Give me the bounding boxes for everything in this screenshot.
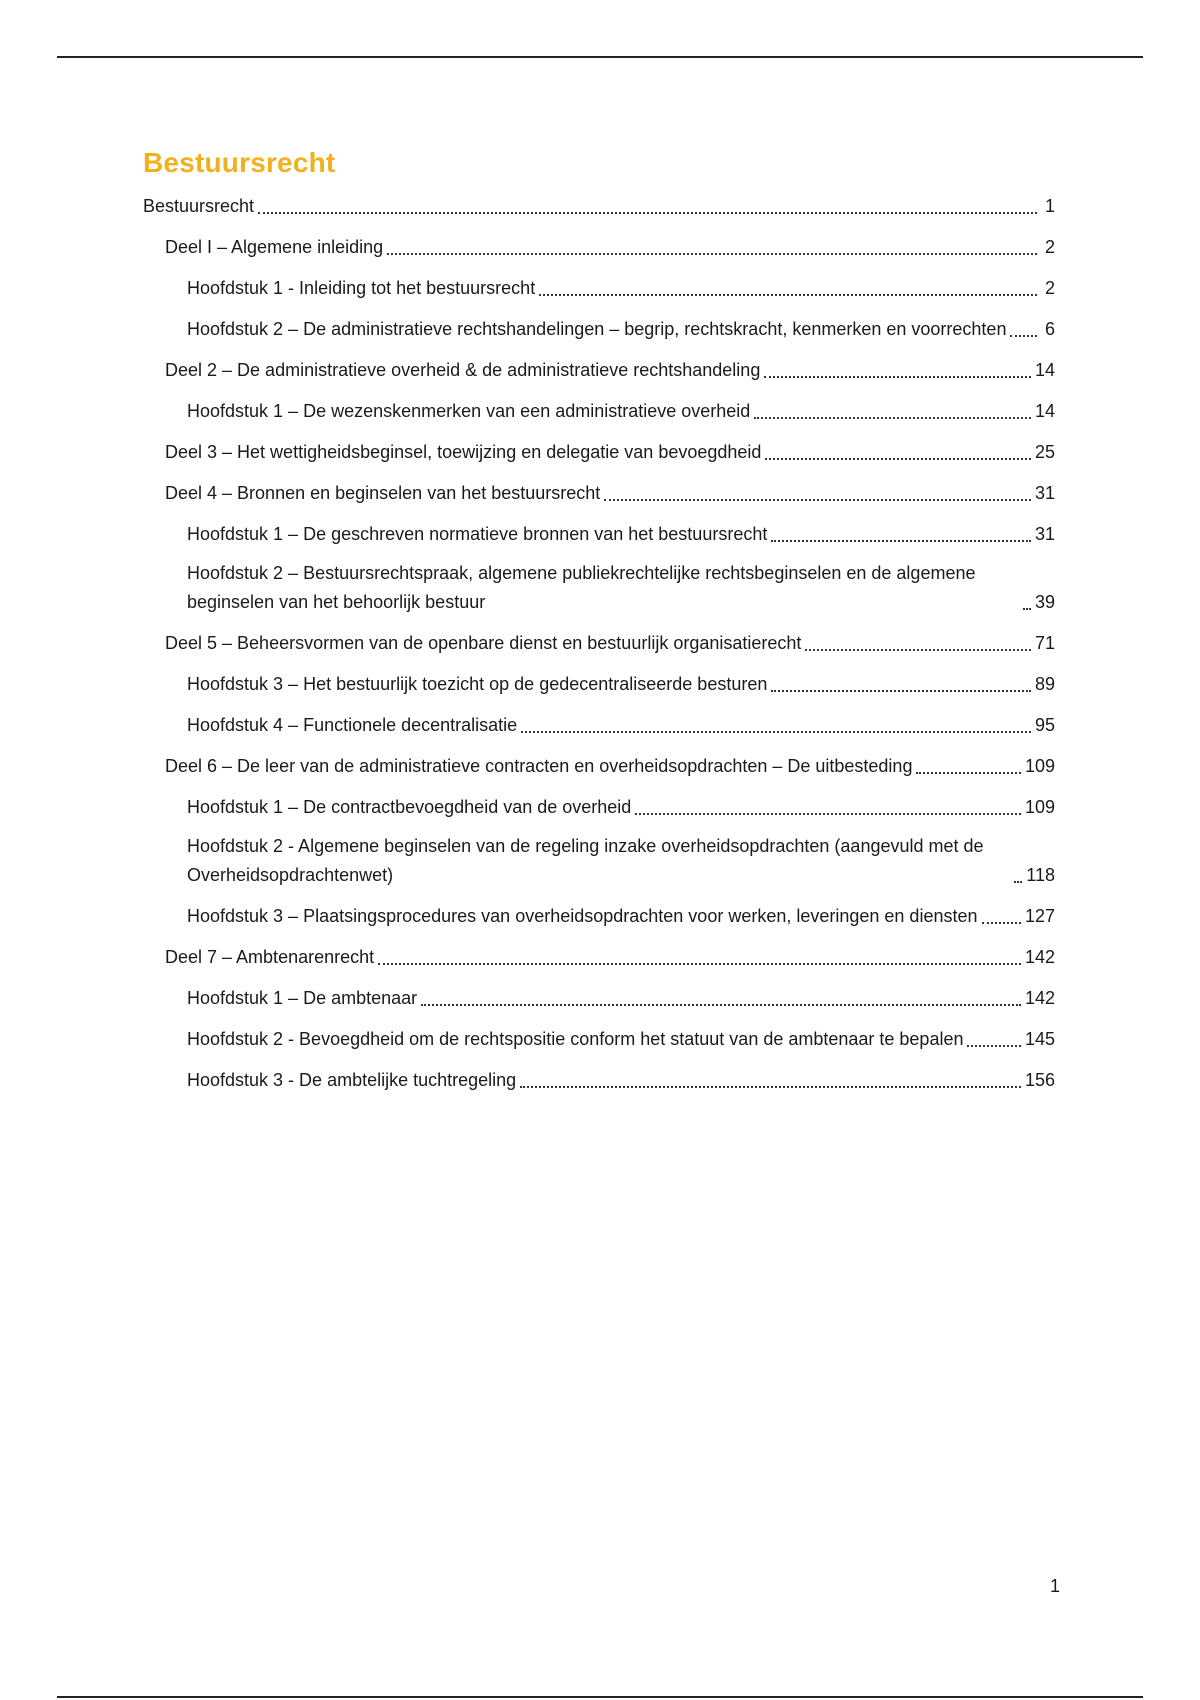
dot-leader [520,1057,1021,1088]
dot-leader [754,388,1031,419]
toc-entry-page: 25 [1034,442,1055,462]
toc-entry-page: 95 [1034,715,1055,735]
toc-entry-page: 109 [1024,756,1055,776]
toc-entry-label: Hoofdstuk 1 – De wezenskenmerken van een administratieve overheid [187,401,751,421]
toc-entry-label: Hoofdstuk 2 - Algemene beginselen van de regeling inzake overheidsopdrachten (aangevuld met de Overheidsopdrachtenwet) [187,836,984,885]
toc-entry-label: Deel 4 – Bronnen en beginselen van het bestuursrecht [165,483,601,503]
dot-leader [764,347,1031,378]
toc-entry[interactable] [143,750,1055,781]
toc-entry-page: 142 [1024,988,1055,1008]
toc-entry[interactable] [143,832,1055,890]
toc-entry[interactable] [143,982,1055,1013]
toc-entry-page: 14 [1034,360,1055,380]
toc-entry[interactable] [143,941,1055,972]
toc-entry-label: Hoofdstuk 1 - Inleiding tot het bestuursrecht [187,278,536,298]
toc-entry[interactable] [143,1023,1055,1054]
dot-leader [771,511,1031,542]
page-number: 1 [1049,1576,1060,1596]
dot-leader [765,429,1031,460]
footer-rule [57,1696,1143,1698]
toc-entry-page: 156 [1024,1070,1055,1090]
toc-entry-label: Hoofdstuk 3 – Het bestuurlijk toezicht op de gedecentraliseerde besturen [187,674,768,694]
toc-entry-page: 39 [1034,592,1055,612]
dot-leader [635,784,1021,815]
toc-entry-label: Hoofdstuk 3 - De ambtelijke tuchtregeling [187,1070,517,1090]
toc-title: Bestuursrecht [143,147,336,178]
toc-entry[interactable] [143,900,1055,931]
toc-entry-label: Hoofdstuk 1 – De geschreven normatieve bronnen van het bestuursrecht [187,524,768,544]
toc-entry[interactable] [143,354,1055,385]
table-of-contents [143,146,1055,1105]
toc-entry[interactable] [143,668,1055,699]
toc-entry-page: 109 [1024,797,1055,817]
dot-leader [1010,306,1037,337]
toc-entry-label: Deel 5 – Beheersvormen van de openbare dienst en bestuurlijk organisatierecht [165,633,802,653]
toc-entry-label: Hoofdstuk 2 – De administratieve rechtshandelingen – begrip, rechtskracht, kenmerken en voorrechten [187,319,1007,339]
toc-entry-label: Deel 7 – Ambtenarenrecht [165,947,375,967]
toc-entry-page: 31 [1034,524,1055,544]
toc-entry[interactable] [143,559,1055,617]
toc-entry[interactable] [143,231,1055,262]
dot-leader [387,224,1037,255]
toc-entry-label: Hoofdstuk 1 – De contractbevoegdheid van de overheid [187,797,632,817]
dot-leader [771,661,1031,692]
toc-entry-page: 31 [1034,483,1055,503]
toc-entry-label: Hoofdstuk 3 – Plaatsingsprocedures van overheidsopdrachten voor werken, leveringen en diensten [187,906,978,926]
toc-entry[interactable] [143,709,1055,740]
toc-entry-page: 145 [1024,1029,1055,1049]
dot-leader [539,265,1037,296]
toc-entry-label: Bestuursrecht [143,196,255,216]
toc-entry[interactable] [143,190,1055,221]
toc-entry[interactable] [143,395,1055,426]
toc-entry-label: Deel 6 – De leer van de administratieve contracten en overheidsopdrachten – De uitbesteding [165,756,913,776]
dot-leader [916,743,1020,774]
toc-entry[interactable] [143,436,1055,467]
toc-entry-page: 89 [1034,674,1055,694]
toc-entry-label: Hoofdstuk 1 – De ambtenaar [187,988,418,1008]
toc-entry-label: Hoofdstuk 2 - Bevoegdheid om de rechtspositie conform het statuut van de ambtenaar te bepalen [187,1029,964,1049]
dot-leader [604,470,1031,501]
toc-entry-page: 6 [1044,319,1055,339]
toc-entry[interactable] [143,477,1055,508]
toc-entry-page: 142 [1024,947,1055,967]
dot-leader [378,934,1021,965]
toc-entry-page: 1 [1044,196,1055,216]
toc-entry[interactable] [143,313,1055,344]
dot-leader [1023,579,1031,610]
toc-entry[interactable] [143,518,1055,549]
toc-entry[interactable] [143,1064,1055,1095]
toc-entry-page: 14 [1034,401,1055,421]
toc-entry-page: 127 [1024,906,1055,926]
toc-entry-label: Hoofdstuk 2 – Bestuursrechtspraak, algemene publiekrechtelijke rechtsbeginselen en de algemene beginselen van het behoorlijk bestuur [187,563,976,612]
dot-leader [421,975,1021,1006]
dot-leader [1014,852,1022,883]
toc-entry[interactable] [143,627,1055,658]
toc-entry-page: 2 [1044,237,1055,257]
dot-leader [521,702,1031,733]
dot-leader [258,183,1037,214]
header-rule [57,56,1143,58]
toc-entry-page: 2 [1044,278,1055,298]
toc-entry[interactable] [143,272,1055,303]
toc-entries [143,190,1055,1095]
toc-entry-label: Deel 3 – Het wettigheidsbeginsel, toewijzing en delegatie van bevoegdheid [165,442,762,462]
toc-entry[interactable] [143,791,1055,822]
toc-entry-label: Deel 2 – De administratieve overheid & de administratieve rechtshandeling [165,360,761,380]
toc-entry-page: 118 [1026,865,1055,885]
dot-leader [805,620,1031,651]
dot-leader [982,893,1021,924]
toc-entry-page: 71 [1034,633,1055,653]
toc-entry-label: Deel I – Algemene inleiding [165,237,384,257]
toc-entry-label: Hoofdstuk 4 – Functionele decentralisatie [187,715,518,735]
dot-leader [967,1016,1020,1047]
